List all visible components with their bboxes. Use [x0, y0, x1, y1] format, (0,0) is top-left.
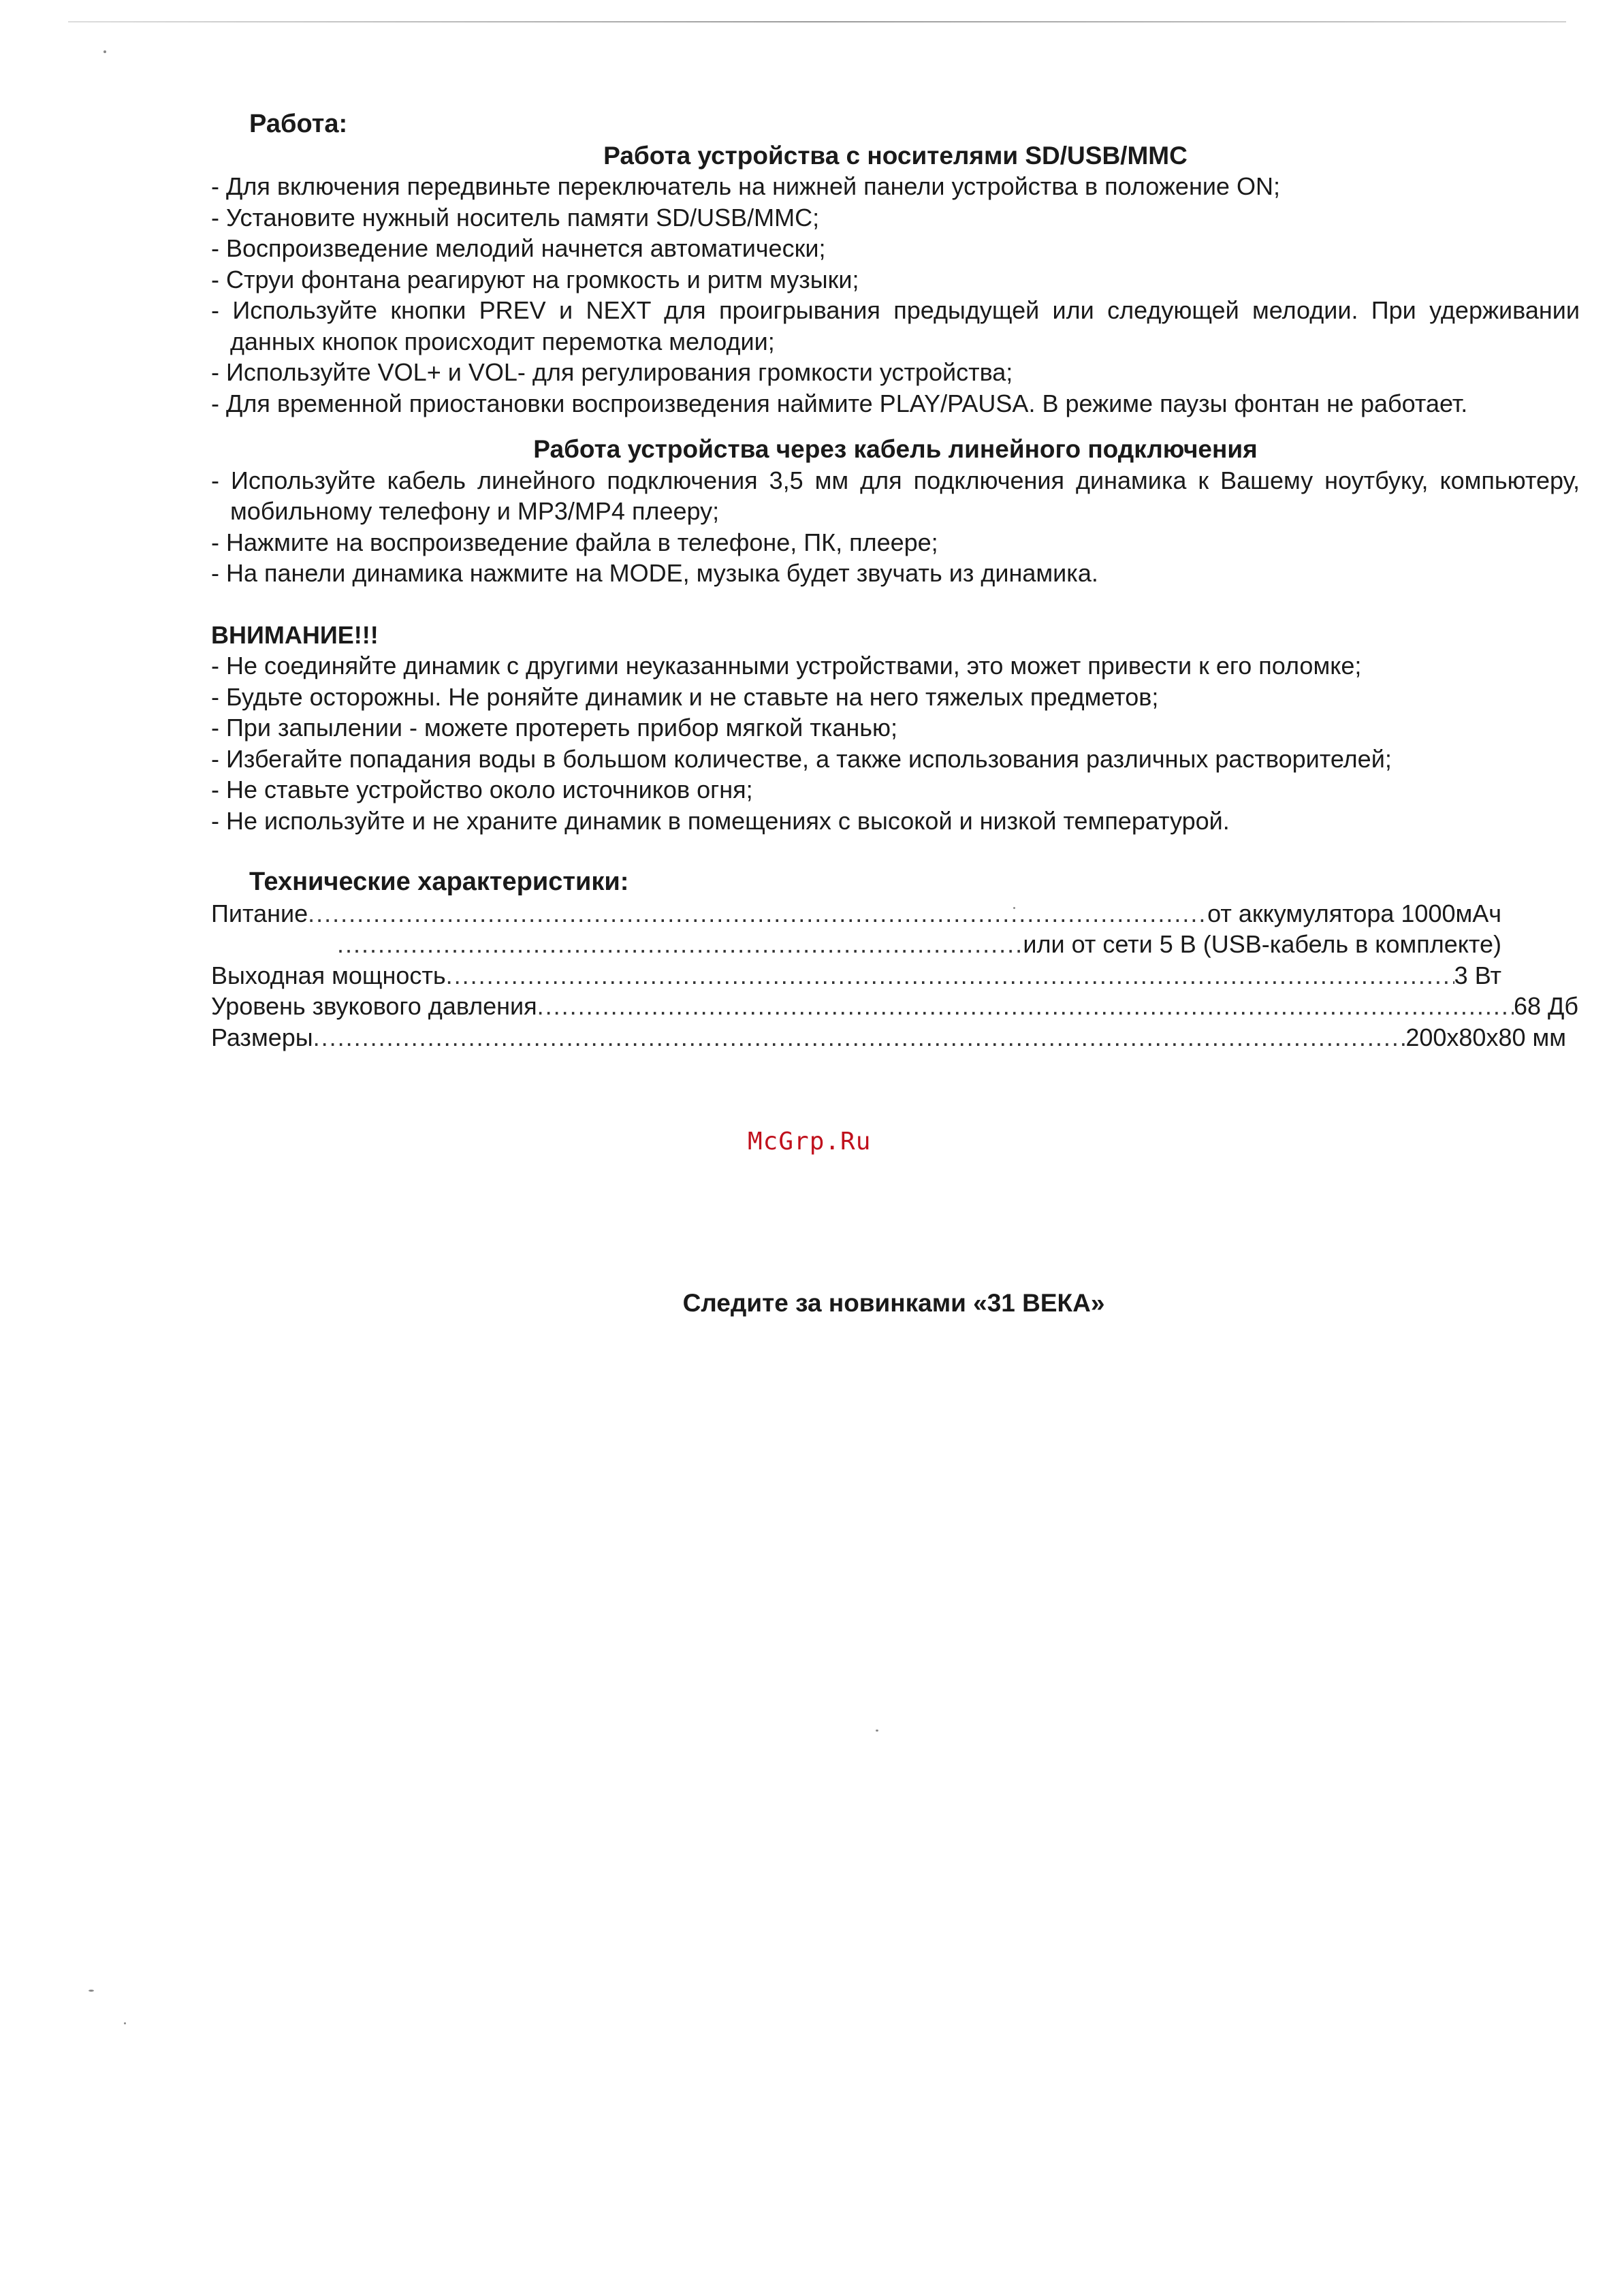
spec-row-output-power — [211, 960, 1501, 991]
subsection-title-media: Работа устройства с носителями SD/USB/MMC — [603, 141, 1188, 170]
list-item: - Установите нужный носитель памяти SD/USB/MMC; — [211, 203, 820, 232]
spec-value: 200x80x80 мм — [1405, 1023, 1566, 1051]
spec-row-sound-pressure — [211, 991, 1578, 1022]
list-item: - Для включения передвиньте переключатель на нижней панели устройства в положение ON; — [211, 172, 1280, 200]
list-item: - Струи фонтана реагируют на громкость и ритм музыки; — [211, 265, 859, 293]
watermark: McGrp.Ru — [748, 1128, 872, 1156]
list-item: - Используйте кабель линейного подключения 3,5 мм для подключения динамика к Вашему ноутбуку, компьютеру, мобильному телефону и MP3/MP4 плееру; — [211, 466, 1580, 525]
media-instructions-list — [211, 171, 1580, 419]
warning-list — [211, 650, 1580, 836]
scan-speck — [89, 1990, 94, 1992]
list-item: - Избегайте попадания воды в большом количестве, а также использования различных растворителей; — [211, 744, 1392, 773]
specs-title: Технические характеристики: — [249, 867, 629, 896]
spec-label: Выходная мощность — [211, 961, 446, 989]
warning-title: ВНИМАНИЕ!!! — [211, 620, 379, 649]
spec-label: Питание — [211, 899, 308, 927]
spec-row-power — [211, 898, 1501, 929]
spec-value: 68 Дб — [1513, 992, 1578, 1020]
list-item: - На панели динамика нажмите на MODE, музыка будет звучать из динамика. — [211, 559, 1098, 587]
list-item: - При запылении - можете протереть прибор мягкой тканью; — [211, 714, 897, 742]
spec-label: Уровень звукового давления — [211, 992, 537, 1020]
spec-value: от аккумулятора 1000мАч — [1207, 899, 1501, 927]
scan-edge-line — [68, 21, 1566, 22]
section-title-work: Работа: — [249, 110, 348, 138]
subsection-title-cable: Работа устройства через кабель линейного подключения — [533, 435, 1258, 463]
list-item: - Будьте осторожны. Не роняйте динамик и не ставьте на него тяжелых предметов; — [211, 682, 1159, 711]
spec-row-dimensions — [211, 1022, 1566, 1053]
spec-row-power-alt — [211, 929, 1501, 960]
specs-table — [211, 898, 1578, 1053]
cable-instructions-list — [211, 465, 1580, 589]
footer-slogan: Следите за новинками «31 ВЕКА» — [682, 1289, 1105, 1317]
list-item: - Не используйте и не храните динамик в помещениях с высокой и низкой температурой. — [211, 806, 1230, 835]
list-item: - Для временной приостановки воспроизведения наймите PLAY/PAUSA. В режиме паузы фонтан не работает. — [211, 389, 1468, 417]
list-item: - Не ставьте устройство около источников огня; — [211, 776, 753, 803]
list-item: - Не соединяйте динамик с другими неуказанными устройствами, это может привести к его поломке; — [211, 652, 1362, 680]
scan-speck — [1013, 907, 1015, 909]
scan-speck — [124, 2022, 126, 2024]
spec-value: или от сети 5 В (USB-кабель в комплекте) — [1023, 930, 1501, 958]
spec-label: Размеры — [211, 1023, 313, 1051]
scan-speck — [876, 1730, 878, 1732]
list-item: - Нажмите на воспроизведение файла в телефоне, ПК, плеере; — [211, 528, 938, 556]
scan-speck — [104, 50, 106, 53]
list-item: - Используйте кнопки PREV и NEXT для проигрывания предыдущей или следующей мелодии. При удерживании данных кнопок происходит перемотка мелодии; — [211, 296, 1580, 355]
document-page — [211, 109, 1580, 1053]
list-item: - Используйте VOL+ и VOL- для регулирования громкости устройства; — [211, 358, 1013, 386]
spec-value: 3 Вт — [1454, 961, 1501, 989]
list-item: - Воспроизведение мелодий начнется автоматически; — [211, 234, 826, 262]
